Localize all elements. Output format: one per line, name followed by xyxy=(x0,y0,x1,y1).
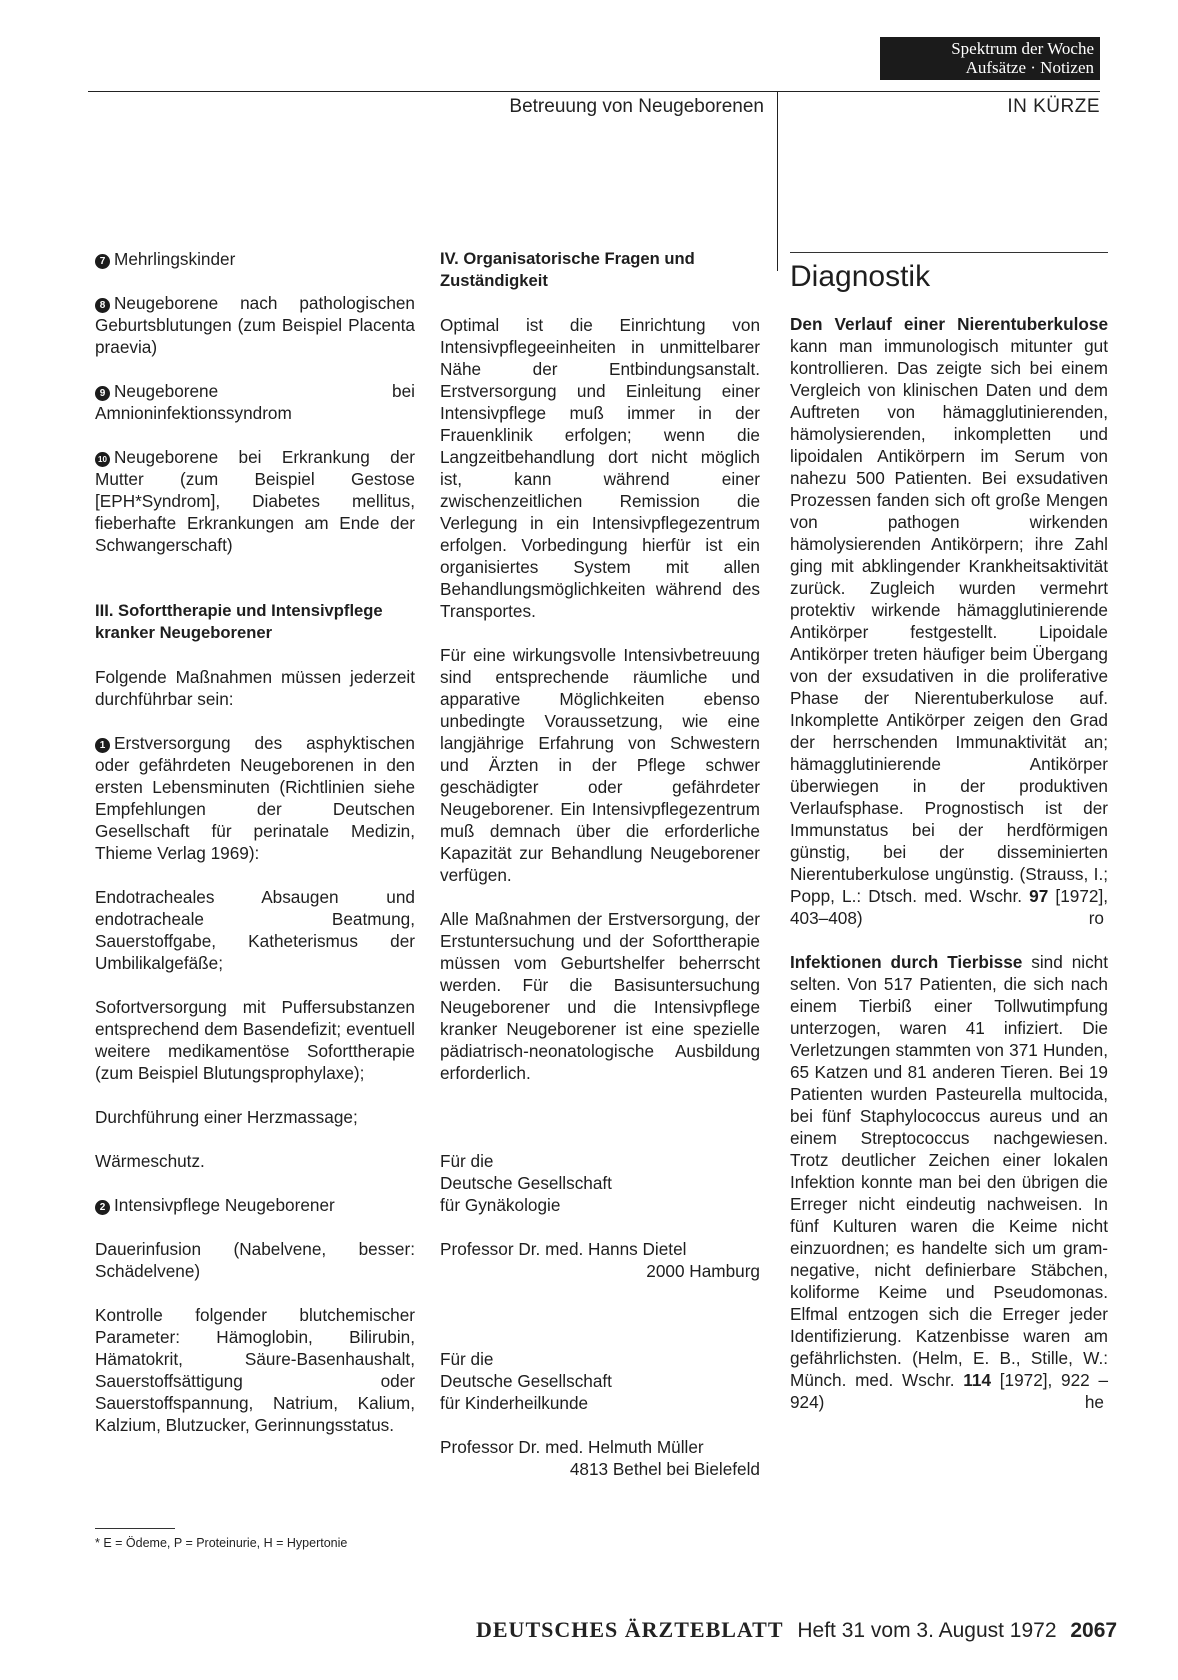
column-2 xyxy=(440,248,760,1480)
list-item xyxy=(95,1194,415,1216)
sig-name: Professor Dr. med. Helmuth Müller xyxy=(440,1437,704,1457)
item-text: Neugeborene bei Erkrankung der Mutter (zum Beispiel Gestose [EPH*Syndrom], Diabetes mellitus, fieberhafte Erkrankungen am Ende der Schwangerschaft) xyxy=(95,447,415,555)
article-1 xyxy=(790,313,1108,929)
sig-line: Für die xyxy=(440,1349,494,1369)
sig-line: für Kinderheilkunde xyxy=(440,1393,589,1413)
paragraph: Durchführung einer Herzmassage; xyxy=(95,1107,358,1127)
list-item xyxy=(95,248,415,270)
item-text: Erstversorgung des asphyktischen oder gefährdeten Neugeborenen in den ersten Lebensminuten (Richtlinien siehe Empfehlungen der Deutschen Gesellschaft für perinatale Medizin, Thieme Verlag 1969): xyxy=(95,733,415,863)
sig-line: Für die xyxy=(440,1151,494,1171)
article-tail: [1972], 403–408) xyxy=(790,886,1108,928)
header-divider xyxy=(777,91,778,271)
number-badge: 10 xyxy=(95,452,110,467)
article-tail: [1972], 922 – 924) xyxy=(790,1370,1108,1412)
column-3 xyxy=(790,252,1108,1435)
number-badge: 1 xyxy=(95,738,110,753)
volume: 114 xyxy=(963,1370,992,1390)
number-badge: 7 xyxy=(95,254,110,269)
number-badge: 2 xyxy=(95,1200,110,1215)
author-sig: he xyxy=(1084,1392,1104,1412)
volume: 97 xyxy=(1029,886,1049,906)
paragraph: Alle Maßnahmen der Erstversorgung, der Erstuntersuchung und der Soforttherapie müssen vom Geburtshelfer beherrscht werden. Für die Basisuntersuchung Neugeborener und die Intensivpflege kranker Neugeborener ist eine spezielle pädiatrisch-neonatologische Ausbildung erforderlich. xyxy=(440,909,760,1083)
sig-line: Deutsche Gesellschaft xyxy=(440,1371,612,1391)
signature-block-2 xyxy=(440,1348,760,1480)
section-heading-4: IV. Organisatorische Fragen und Zuständigkeit xyxy=(440,249,695,290)
journal-name: DEUTSCHES ÄRZTEBLATT xyxy=(476,1617,784,1642)
article-body: kann man immunologisch mitunter gut kontrollieren. Das zeigte sich bei einem Vergleich von klinischen Daten und dem Auftreten von hämagglutinierenden, hämolysierenden, inkompletten und lipoidalen Antikörpern im Serum von nahezu 500 Patienten. Bei exsudativen Prozessen fanden sich oft große Mengen von pathogen wirkenden hämolysierenden Antikörpern; ihre Zahl ging mit abklingender Krankheitsaktivität zurück. Zugleich wurden vermehrt protektiv wirkende hämagglutinierende Antikörper festgestellt. Lipoidale Antikörper treten häufiger beim Übergang von der exsudativen in die proliferative Phase der Nierentuberkulose auf. Inkomplette Antikörper zeigen den Grad der herrschenden Immunaktivität an; hämagglutinierende Antikörper überwiegen in der produktiven Verlaufsphase. Prognostisch ist der Immunstatus bei der herdförmigen günstig, bei der disseminierten Nierentuberkulose ungünstig. (Strauss, I.; Popp, L.: Dtsch. med. Wschr. xyxy=(790,336,1108,906)
badge-line-2: Aufsätze · Notizen xyxy=(965,58,1094,77)
item-text: Intensivpflege Neugeborener xyxy=(114,1195,335,1215)
paragraph: Für eine wirkungsvolle Intensivbetreuung sind entsprechende räumliche und apparative Möglichkeiten ebenso unbedingte Voraussetzung, wie eine langjährige Erfahrung von Schwestern und Ärzten in der Pflege schwer geschädigter oder gefährdeter Neugeborener. Ein Intensivpflegezentrum muß demnach über die erforderliche Kapazität zur Behandlung Neugeborener verfügen. xyxy=(440,645,760,885)
list-item xyxy=(95,292,415,358)
list-item xyxy=(95,732,415,864)
section-badge xyxy=(880,37,1100,80)
item-text: Mehrlingskinder xyxy=(114,249,236,269)
article-2 xyxy=(790,951,1108,1413)
page-number: 2067 xyxy=(1070,1619,1118,1642)
item-text: Neugeborene bei Amnioninfektionssyndrom xyxy=(95,381,415,423)
footnote: * E = Ödeme, P = Proteinurie, H = Hypertonie xyxy=(95,1536,348,1550)
paragraph: Folgende Maßnahmen müssen jederzeit durchführbar sein: xyxy=(95,667,415,709)
paragraph: Sofortversorgung mit Puffersubstanzen entsprechend dem Basendefizit; eventuell weitere medikamentöse Soforttherapie (zum Beispiel Blutungsprophylaxe); xyxy=(95,997,415,1083)
item-text: Neugeborene nach pathologischen Geburtsblutungen (zum Beispiel Placenta praevia) xyxy=(95,293,415,357)
signature-block-1 xyxy=(440,1150,760,1282)
sig-line: Deutsche Gesellschaft xyxy=(440,1173,612,1193)
sig-line: für Gynäkologie xyxy=(440,1195,561,1215)
page-footer xyxy=(476,1617,1118,1643)
paragraph: Dauerinfusion (Nabelvene, besser: Schädelvene) xyxy=(95,1239,415,1281)
running-head-left: Betreuung von Neugeborenen xyxy=(509,96,764,117)
header-rule xyxy=(88,91,1100,92)
article-body: sind nicht selten. Von 517 Patienten, die sich nach einem Tierbiß einer Tollwutimpfung unterzogen, waren 41 infiziert. Die Verletzungen stammten von 371 Hunden, 65 Katzen und 81 anderen Tieren. Bei 19 Patienten wurden Pasteurella multocida, bei fünf Staphylococcus aureus und an einem Streptococcus nachgewiesen. Trotz deutlicher Zeichen einer lokalen Infektion konnte man bei den übrigen die Erreger nicht eindeutig nachweisen. In fünf Kulturen waren die Keime nicht einzuordnen; es handelte sich um gram-negative, nicht definierbare Stäbchen, koliforme Keime und Pseudomonas. Elfmal entzogen sich die Erreger jeder Identifizierung. Katzenbisse waren am gefährlichsten. (Helm, E. B., Stille, W.: Münch. med. Wschr. xyxy=(790,952,1108,1390)
number-badge: 8 xyxy=(95,298,110,313)
sig-name: Professor Dr. med. Hanns Dietel xyxy=(440,1239,687,1259)
issue-info: Heft 31 vom 3. August 1972 xyxy=(797,1619,1057,1642)
sig-city: 2000 Hamburg xyxy=(646,1261,760,1281)
article-lead: Infektionen durch Tierbisse xyxy=(790,952,1023,972)
section-title: Diagnostik xyxy=(790,260,931,293)
list-item xyxy=(95,380,415,424)
paragraph: Wärmeschutz. xyxy=(95,1151,205,1171)
running-head-right: IN KÜRZE xyxy=(1007,96,1100,117)
column-1 xyxy=(95,248,415,1458)
author-sig: ro xyxy=(1088,908,1104,928)
list-item xyxy=(95,446,415,556)
paragraph: Optimal ist die Einrichtung von Intensivpflegeeinheiten in unmittelbarer Nähe der Entbindungsanstalt. Erstversorgung und Einleitung einer Intensivpflege muß immer in der Frauenklinik erfolgen; wenn die Langzeitbehandlung dort nicht möglich ist, kann während einer zwischenzeitlichen Remission die Verlegung in ein Intensivpflegezentrum erfolgen. Vorbedingung hierfür ist ein organisiertes System mit allen Behandlungsmöglichkeiten während des Transportes. xyxy=(440,315,760,621)
badge-line-1: Spektrum der Woche xyxy=(951,39,1094,58)
footnote-rule xyxy=(95,1528,175,1529)
paragraph: Kontrolle folgender blutchemischer Parameter: Hämoglobin, Bilirubin, Hämatokrit, Säure-Basenhaushalt, Sauerstoffsättigung oder Sauerstoffspannung, Natrium, Kalium, Kalzium, Blutzucker, Gerinnungsstatus. xyxy=(95,1305,415,1435)
section-heading-3: III. Soforttherapie und Intensivpflege kranker Neugeborener xyxy=(95,601,383,642)
paragraph: Endotracheales Absaugen und endotracheale Beatmung, Sauerstoffgabe, Katheterismus der Umbilikalgefäße; xyxy=(95,887,415,973)
sig-city: 4813 Bethel bei Bielefeld xyxy=(569,1459,760,1479)
article-lead: Den Verlauf einer Nierentuberkulose xyxy=(790,314,1108,334)
number-badge: 9 xyxy=(95,386,110,401)
